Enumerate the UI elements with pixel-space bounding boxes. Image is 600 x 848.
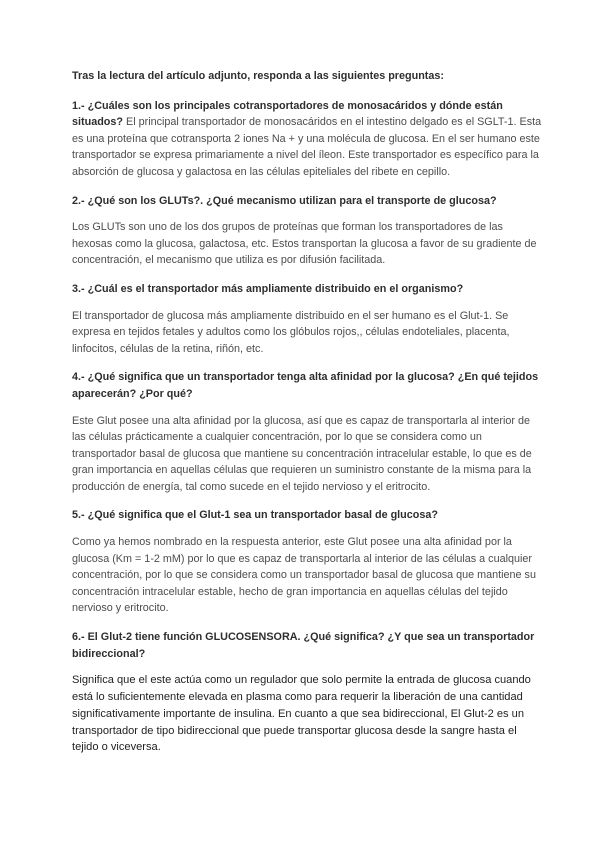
question-title-4: 4.- ¿Qué significa que un transportador tenga alta afinidad por la glucosa? ¿En qué tejidos aparecerán? ¿Por qué?: [72, 371, 539, 400]
question-block-5: [72, 507, 542, 617]
intro-heading: Tras la lectura del artículo adjunto, responda a las siguientes preguntas:: [72, 70, 444, 82]
question-title-6: 6.- El Glut-2 tiene función GLUCOSENSORA. ¿Qué significa? ¿Y que sea un transportador bidireccional?: [72, 631, 535, 660]
question-title-3: 3.- ¿Cuál es el transportador más ampliamente distribuido en el organismo?: [72, 282, 464, 295]
answer-5: Como ya hemos nombrado en la respuesta anterior, este Glut posee una alta afinidad por la glucosa (Km = 1-2 mM) por lo que es capaz de transportarla al interior de las células a cualquier concentración, por lo que se considera como un transportador basal de glucosa que mantiene su concentración intracelular estable, hecho de gran importancia en aquellas células del tejido nervioso y eritrocito.: [72, 536, 536, 615]
answer-4: Este Glut posee una alta afinidad por la glucosa, así que es capaz de transportarla al interior de las células prácticamente a cualquier concentración, por lo que se considera como un transportador basal de glucosa que mantiene su concentración intracelular estable, lo que es de gran importancia en aquellas células que requieren un suministro constante de la misma para la producción de energía, tal como sucede en el tejido nervioso y el eritrocito.: [72, 414, 532, 493]
question-title-2: 2.- ¿Qué son los GLUTs?. ¿Qué mecanismo utilizan para el transporte de glucosa?: [72, 194, 497, 207]
answer-6: Significa que el este actúa como un regulador que solo permite la entrada de glucosa cuando está lo suficientemente elevada en plasma como para requerir la liberación de una cantidad significativamente importante de insulina. En cuanto a que sea bidireccional, El Glut-2 es un transportador de tipo bidireccional que puede transportar glucosa desde la sangre hasta el tejido o viceversa.: [72, 674, 531, 754]
answer-1: El principal transportador de monosacáridos en el intestino delgado es el SGLT-1. Esta es una proteína que cotransporta 2 iones Na + y una molécula de glucosa. En el ser humano este transportador se expresa primariamente a nivel del íleon. Este transportador es específico para la absorción de glucosa y galactosa en las células epiteliales del ribete en cepillo.: [72, 116, 542, 178]
question-block-6: [72, 629, 542, 756]
question-block-4: [72, 369, 542, 495]
question-title-1: 1.- ¿Cuáles son los principales cotransportadores de monosacáridos y dónde están situados?: [72, 99, 503, 129]
question-title-5: 5.- ¿Qué significa que el Glut-1 sea un transportador basal de glucosa?: [72, 509, 438, 522]
question-block-3: [72, 281, 542, 357]
answer-3: El transportador de glucosa más ampliamente distribuido en el ser humano es el Glut-1. Se expresa en tejidos fetales y adultos como los glóbulos rojos,, células endoteliales, placenta, linfocitos, células de la retina, riñón, etc.: [72, 309, 510, 355]
answer-2: Los GLUTs son uno de los dos grupos de proteínas que forman los transportadores de las hexosas como la glucosa, galactosa, etc. Estos transportan la glucosa a favor de su gradiente de concentración, el mecanismo que utiliza es por difusión facilitada.: [72, 221, 537, 267]
question-block-2: [72, 193, 542, 269]
question-block-1: [72, 98, 542, 181]
